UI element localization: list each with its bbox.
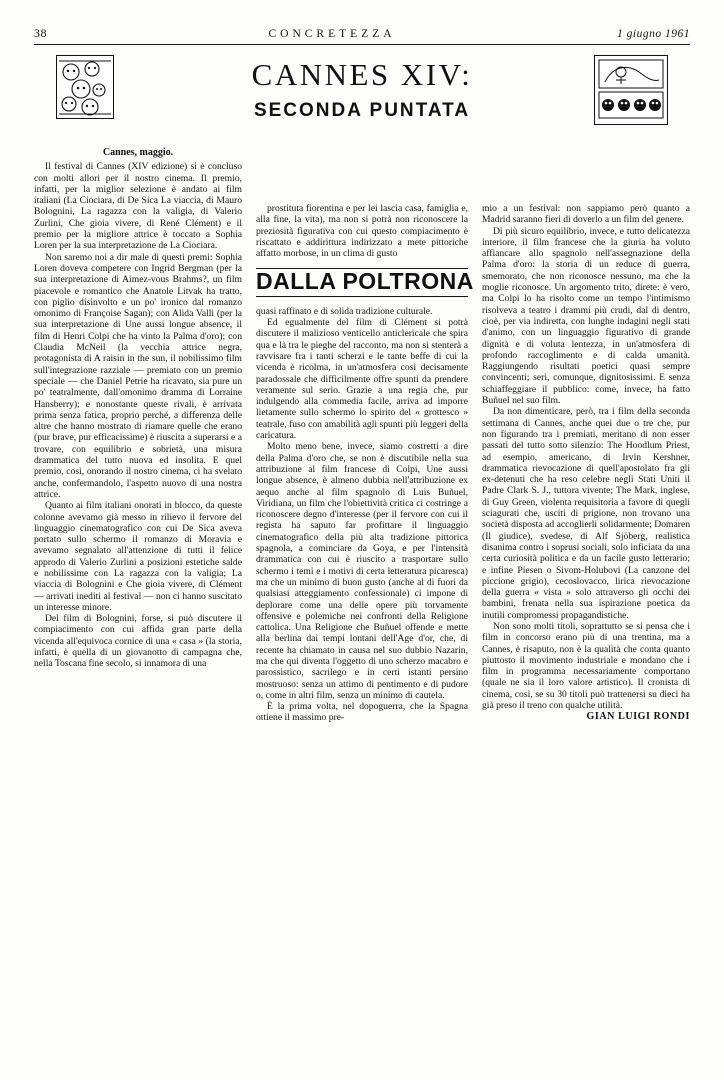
page-title: CANNES XIV: — [251, 57, 473, 92]
column-2 — [256, 147, 474, 1052]
paragraph: Il festival di Cannes (XIV edizione) si è concluso con molti allori per il nostro cinema. Il premio, infatti, per la miglior selezione è andato ai film italiani (La Ciociara, di De Sica La viaccia, di Mauro Bolognini, La ragazza con la valigia, di Valerio Zurlini, Che gioia vivere, di René Clément) e il premio per la migliore attrice è toccato a Sophia Loren per la sua interpretazione de La Ciociara. — [34, 161, 242, 252]
paragraph: Non sono molti titoli, soprattutto se si pensa che i film in concorso erano più di una trentina, ma a Cannes, è risaputo, non è la qualità che conta quanto piuttosto il movimento industriale e mondano che i film in programma necessariamente comportano (quale ne sia il loro valore artistico). Il cronista di cinema, così, se su 30 titoli può trattenersi su dieci ha già preso il treno con qualche utilità. — [482, 620, 690, 712]
running-head — [34, 26, 690, 41]
paragraph: mio a un festival: non sappiamo però quanto a Madrid saranno fieri di doverlo a un film del genere. — [482, 203, 690, 226]
article-columns — [34, 147, 690, 1052]
issue-date: 1 giugno 1961 — [617, 28, 690, 40]
column-2-top-spacer — [256, 147, 468, 203]
paragraph: È la prima volta, nel dopoguerra, che la Spagna ottiene il massimo pre- — [256, 701, 468, 724]
column-3 — [482, 147, 690, 1052]
header-rule — [34, 44, 690, 45]
paragraph: Non saremo noi a dir male di questi premi: Sophia Loren doveva competere con Ingrid Bergman (per la sua interpretazione di Aimez-vous Brahms?, un film piacevole e romantico che Anatole Litvak ha tratto, con piglio disinvolto e un po' ironico dal romanzo omonimo di Françoise Sagan); con Alida Valli (per la sua interpretazione di Une aussi longue absence, il film di Henri Colpi che ha vinto la Palma d'oro); con Claudia McNeil (la vecchia attrice negra, protagonista di A raisin in the sun, il nobilissimo film sull'integrazione razziale — premiato con un premio speciale — che Daniel Petrie ha ricavato, sia pure un po' teatralmente, dall'omonimo dramma di Lorraine Hansberry); e nonostante queste rivali, è arrivata prima senza fatica, proprio perché, a differenza delle altre che hanno mostrato di riamare quelle che erano (pur brave, pur efficacissime) è riuscita a superarsi e a trovare, con equilibrio e sobrietà, una misura drammatica del tutto nuova ed insolita. E quel premio, così, onorando il nostro cinema, ci ha svelato anche, confermandolo, l'aspetto nuovo di una nostra attrice. — [34, 251, 242, 500]
publication-name: CONCRETEZZA — [268, 28, 396, 40]
section-banner — [256, 268, 474, 296]
page-subtitle: SECONDA PUNTATA — [253, 100, 471, 121]
section-banner-label: DALLA POLTRONA — [256, 268, 474, 295]
paragraph: quasi raffinato e di solida tradizione culturale. — [256, 305, 433, 317]
engraving-filmstrip-illustration — [594, 55, 668, 125]
paragraph: prostituta fiorentina e per lei lascia casa, famiglia e, alla fine, la vita), ma non si potrà non riconoscere la preziosità figurativa con cui questo compiacimento è riscattato e addirittura indirizzato a mete pittoriche affatto morbose, in un clima di gusto — [256, 203, 468, 260]
page-number: 38 — [34, 26, 47, 40]
paragraph: Ed egualmente del film di Clément si potrà discutere il malizioso venticello anticlericale che spira qua e là tra le pieghe del racconto, ma non si stenterà a ravvisare fra i tanti scherzi e le tante beffe di cui la vicenda è ricolma, in un'atmosfera così decisamente paradossale che difficilmente offre spunti da prendere veramente sul serio. Grazie a una regia che, pur indulgendo alla commedia facile, arriva ad imporre lietamente sullo schermo lo spirito del « grottesco » teatrale, fuso con amabilità agli spunti più leggeri della caricatura. — [256, 317, 468, 442]
paragraph: Del film di Bolognini, forse, si può discutere il compiacimento con cui affida gran parte della vicenda all'equivoca cornice di una « casa » (la storia, infatti, è quella di un giovanotto di campagna che, nella Toscana fine secolo, si innamora di una — [34, 613, 242, 670]
column-3-top-spacer — [482, 147, 690, 203]
paragraph: Di più sicuro equilibrio, invece, e tutto delicatezza interiore, il film francese che la giuria ha voluto affiancare allo spagnolo nell'assegnazione della Palma d'oro: la storia di un reduce di guerra, smemorato, che non riconosce nessuno, ma che la moglie riconosce. Un argomento trito, direte: è vero, ma Colpi lo ha risolto come un tempo l'intimismo risolveva a teatro i drammi più crudi, dal di dentro, cioè, per via indiretta, con lunghe indagini negli stati d'animo, con un linguaggio figurativo di grande dignità e di voluta lentezza, in un'atmosfera di profondo raccoglimento e di calda umanità. Raggiungendo risultati poetici quasi sempre convincenti; seri, comunque, dignitosissimi. E senza schiaffeggiare il pubblico: come, invece, ha fatto Buñuel nel suo film. — [482, 225, 690, 407]
paragraph: Molto meno bene, invece, siamo costretti a dire della Palma d'oro che, se non è discutibile nella sua attribuzione al film francese di Colpi, Une aussi longue absence, è almeno dubbia nell'attribuzione ex aequo anche al film spagnolo di Luis Buñuel, Viridiana, un film che l'obiettività critica ci costringe a riconoscere degno d'interesse (per il fervore con cui il regista ha saputo far profittare il linguaggio cinematografico della più alta tradizione pittorica spagnola, a cominciare da Goya, e per l'intensità drammatica con cui è riuscito a trasportare sullo schermo i temi e i motivi di certa letteratura picaresca) ma che un minimo di buon gusto (anche al di fuori da qualsiasi atteggiamento confessionale) ci impone di deplorare come una delle opere più torvamente offensive e polemiche nei confronti della Religione cattolica. Una Religione che Buñuel offende e mette alla berlina dai tempi lontani dell'Age d'or, che, di recente ha chiamato in causa nel suo dubbio Nazarin, ma che qui diventa l'oggetto di uno scherzo macabro e parossistico, sacrilego e in certi istanti persino mostruoso: senza un attimo di pentimento e di pudore o, come in altri film, senza un minimo di cautela. — [256, 441, 468, 701]
paragraph: Da non dimenticare, però, tra i film della seconda settimana di Cannes, anche quei due o tre che, pur non figurando tra i premiati, meritano di non esser passati del tutto sotto silenzio: The Hoodlum Priest, ad esempio, americano, di Irvin Kershner, drammatica rievocazione di quell'apostolato fra gli ex-detenuti che ha reso celebre negli Stati Uniti il Padre Clark S. J., tuttora vivente; The Mark, inglese, di Guy Green, violenta requisitoria a favore di quegli sciagurati che, usciti di prigione, non trovano una società disposta ad accoglierli solidarmente; Domaren (Il giudice), svedese, di Alf Sjöberg, realistica disanima contro i soprusi sociali, solo inficiata da una certa curiosità politica e da un facile gusto letterario; e infine Piesen o Sivom-Holubovi (La canzone del piccione grigio), cecoslovacco, lirica rievocazione della guerra « vista » solo attraverso gli occhi dei bambini, frenata nella sua ispirazione poetica da inutili compromessi propagandistiche. — [482, 406, 690, 621]
dateline: Cannes, maggio. — [102, 147, 174, 158]
author-signature: GIAN LUIGI RONDI — [586, 711, 690, 723]
column-1 — [34, 147, 242, 1052]
paragraph: Quanto ai film italiani onorati in blocco, da queste colonne avevamo già messo in rilievo il fervore del linguaggio cinematografico con cui De Sica aveva portato sullo schermo il romanzo di Moravia e avevamo segnalato all'attenzione di tutti il felice approdo di Valerio Zurlini a posizioni estetiche salde e nobilissime con La ragazza con la valigia; La viaccia di Bolognini e Che gioia vivere, di Clément — arrivati inediti al festival — non ci hanno suscitato un interesse minore. — [34, 500, 242, 613]
masthead — [34, 53, 690, 145]
article-title-block — [34, 57, 690, 122]
